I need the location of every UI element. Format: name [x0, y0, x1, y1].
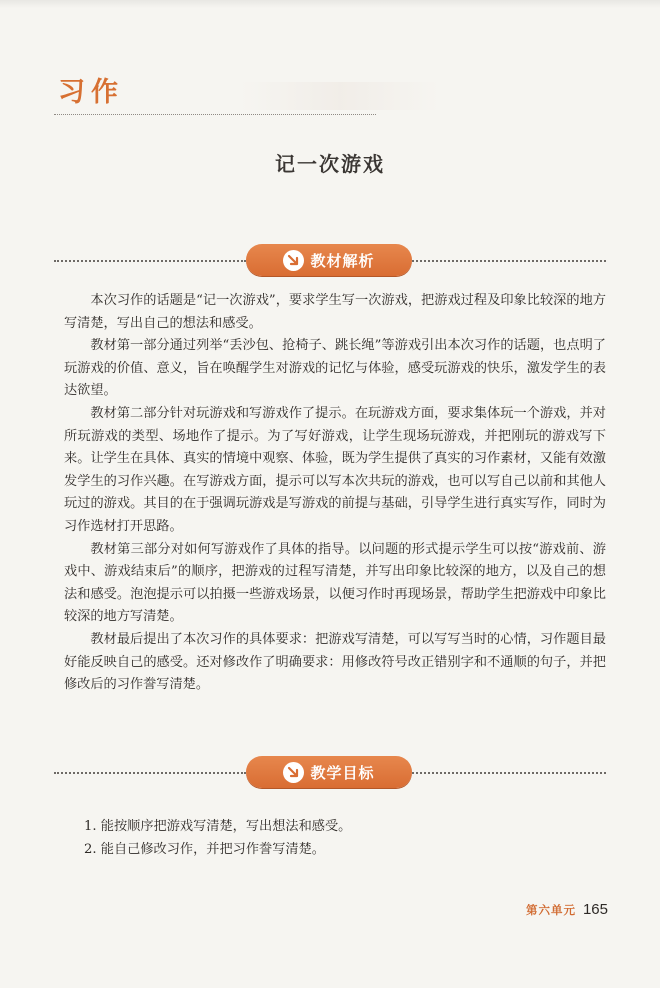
analysis-paragraph: 教材第三部分对如何写游戏作了具体的指导。以问题的形式提示学生可以按“游戏前、游戏中、游戏结束后”的顺序，把游戏的过程写清楚，并写出印象比较深的地方，以及自己的想法和感受。泡泡提示可以拍摄一些游戏场景，以便习作时再现场景，帮助学生把游戏中印象比较深的地方写清楚。 [64, 541, 606, 625]
heading-divider [54, 114, 376, 115]
goals-list [84, 816, 584, 861]
banner-divider-right [412, 772, 606, 774]
banner-divider-right [412, 260, 606, 262]
analysis-paragraph: 本次习作的话题是“记一次游戏”，要求学生写一次游戏，把游戏过程及印象比较深的地方写清楚，写出自己的想法和感受。 [64, 293, 606, 331]
goals-banner [54, 756, 606, 790]
banner-divider-left [54, 260, 246, 262]
goals-banner-label: 教学目标 [310, 763, 375, 782]
goal-item: 2. 能自己修改习作，并把习作誊写清楚。 [84, 841, 325, 857]
analysis-banner [54, 244, 606, 278]
goal-item: 1. 能按顺序把游戏写清楚，写出想法和感受。 [84, 819, 352, 834]
goals-banner-pill [246, 756, 412, 788]
arrow-down-right-circle-icon [283, 250, 304, 271]
heading-decoration [240, 82, 440, 110]
unit-label: 第六单元 [525, 903, 576, 917]
section-heading: 习作 [58, 77, 124, 108]
page-number: 165 [582, 901, 608, 918]
analysis-paragraph: 教材第二部分针对玩游戏和写游戏作了提示。在玩游戏方面，要求集体玩一个游戏，并对所玩游戏的类型、场地作了提示。为了写好游戏，让学生现场玩游戏，并把刚玩的游戏写下来。让学生在具体、真实的情境中观察、体验，既为学生提供了真实的习作素材，又能有效激发学生的习作兴趣。在写游戏方面，提示可以写本次共玩的游戏，也可以写自己以前和其他人玩过的游戏。其目的在于强调玩游戏是写游戏的前提与基础，引导学生进行真实写作，同时为习作选材打开思路。 [64, 405, 606, 534]
lesson-title: 记一次游戏 [275, 152, 385, 176]
analysis-banner-pill [246, 244, 412, 276]
analysis-paragraph: 教材第一部分通过列举“丢沙包、抢椅子、跳长绳”等游戏引出本次习作的话题，也点明了玩游戏的价值、意义，旨在唤醒学生对游戏的记忆与体验，感受玩游戏的快乐，激发学生的表达欲望。 [64, 338, 606, 399]
page-footer [526, 901, 608, 918]
analysis-body [64, 290, 606, 697]
banner-divider-left [54, 772, 246, 774]
analysis-paragraph: 教材最后提出了本次习作的具体要求：把游戏写清楚，可以写写当时的心情，习作题目最好能反映自己的感受。还对修改作了明确要求：用修改符号改正错别字和不通顺的句子，并把修改后的习作誊写清楚。 [64, 631, 606, 693]
analysis-banner-label: 教材解析 [310, 251, 375, 270]
page-edge [0, 0, 660, 8]
arrow-down-right-circle-icon [283, 762, 304, 783]
